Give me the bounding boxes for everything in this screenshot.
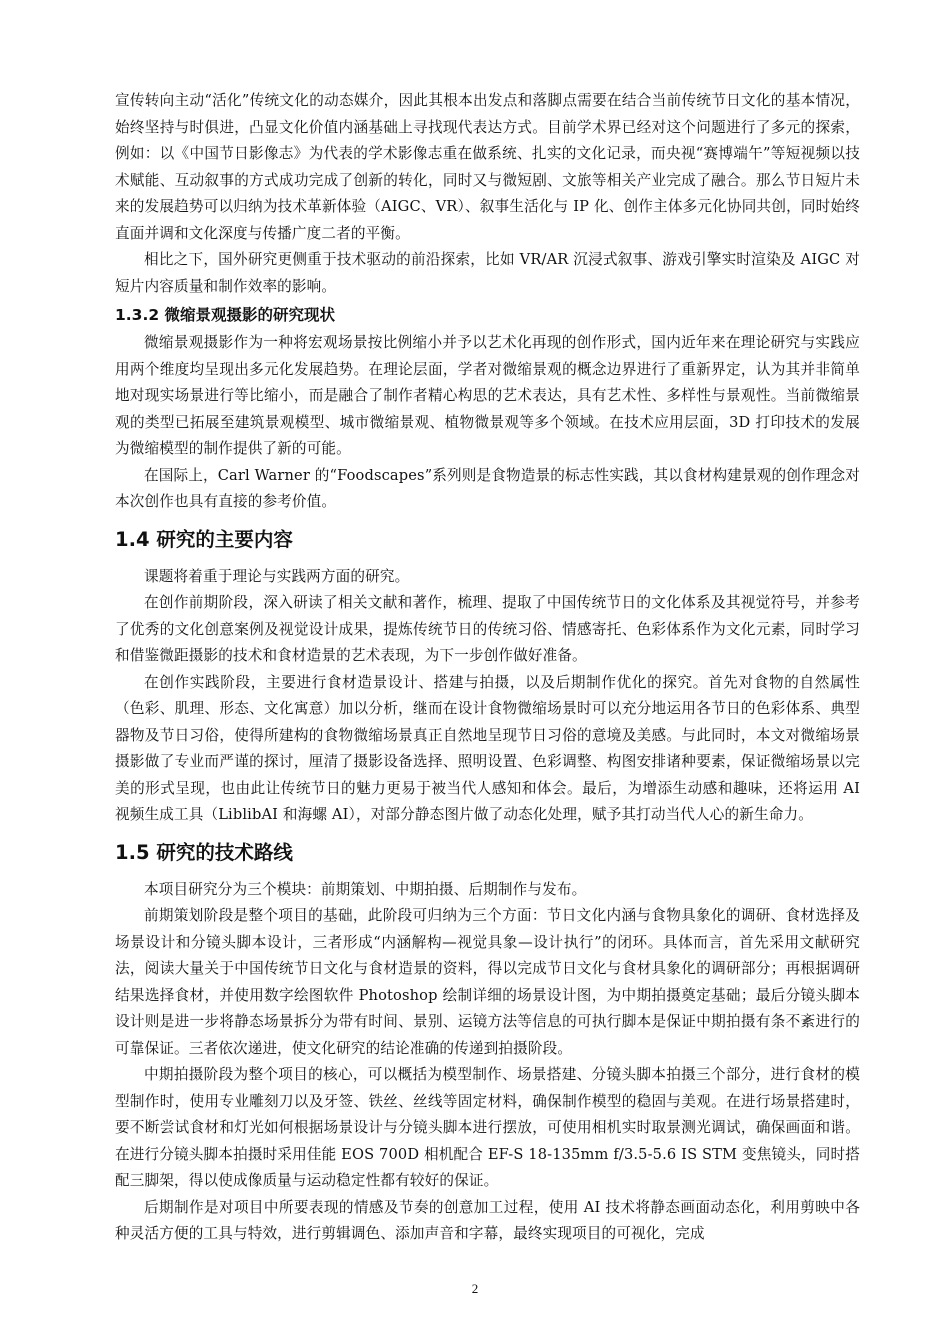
- paragraph: 课题将着重于理论与实践两方面的研究。: [144, 567, 410, 585]
- paragraph: 中期拍摄阶段为整个项目的核心，可以概括为模型制作、场景搭建、分镜头脚本拍摄三个部分，进行食材的模型制作时，使用专业雕刻刀以及牙签、铁丝、丝线等固定材料，确保制作模型的稳固与美观。在进行场景搭建时，要不断尝试食材和灯光如何根据场景设计与分镜头脚本进行摆放，可使用相机实时取景测光调试，确保画面和谐。在进行分镜头脚本拍摄时采用佳能 EOS 700D 相机配合 EF-S 18-135mm f/3.5-5.6 IS STM 变焦镜头，同时搭配三脚架，得以使成像质量与运动稳定性都有较好的保证。: [115, 1066, 860, 1189]
- paragraph: 相比之下，国外研究更侧重于技术驱动的前沿探索，比如 VR/AR 沉浸式叙事、游戏引擎实时渲染及 AIGC 对短片内容质量和制作效率的影响。: [115, 251, 860, 295]
- paragraph: 微缩景观摄影作为一种将宏观场景按比例缩小并予以艺术化再现的创作形式，国内近年来在理论研究与实践应用两个维度均呈现出多元化发展趋势。在理论层面，学者对微缩景观的概念边界进行了重新界定，认为其并非简单地对现实场景进行等比缩小，而是融合了制作者精心构思的艺术表达，具有艺术性、多样性与景观性。当前微缩景观的类型已拓展至建筑景观模型、城市微缩景观、植物微景观等多个领域。在技术应用层面，3D 打印技术的发展为微缩模型的制作提供了新的可能。: [115, 334, 860, 457]
- section-heading: 1.5 研究的技术路线: [115, 840, 293, 864]
- paragraph: 在创作前期阶段，深入研读了相关文献和著作，梳理、提取了中国传统节日的文化体系及其视觉符号，并参考了优秀的文化创意案例及视觉设计成果，提炼传统节日的传统习俗、情感寄托、色彩体系作为文化元素，同时学习和借鉴微距摄影的技术和食材造景的艺术表现，为下一步创作做好准备。: [115, 594, 860, 664]
- section-heading: 1.4 研究的主要内容: [115, 527, 293, 551]
- paragraph: 前期策划阶段是整个项目的基础，此阶段可归纳为三个方面：节日文化内涵与食物具象化的调研、食材选择及场景设计和分镜头脚本设计，三者形成“内涵解构—视觉具象—设计执行”的闭环。具体而言，首先采用文献研究法，阅读大量关于中国传统节日文化与食材造景的资料，得以完成节日文化与食材具象化的调研部分；再根据调研结果选择食材，并使用数字绘图软件 Photoshop 绘制详细的场景设计图，为中期拍摄奠定基础；最后分镜头脚本设计则是进一步将静态场景拆分为带有时间、景别、运镜方法等信息的可执行脚本是保证中期拍摄有条不紊进行的可靠保证。三者依次递进，使文化研究的结论准确的传递到拍摄阶段。: [115, 907, 860, 1057]
- paragraph: 本项目研究分为三个模块：前期策划、中期拍摄、后期制作与发布。: [144, 880, 587, 898]
- paragraph: 后期制作是对项目中所要表现的情感及节奏的创意加工过程，使用 AI 技术将静态画面动态化，利用剪映中各种灵活方便的工具与特效，进行剪辑调色、添加声音和字幕，最终实现项目的可视化，完成: [115, 1198, 860, 1242]
- paragraph: 宣传转向主动“活化”传统文化的动态媒介，因此其根本出发点和落脚点需要在结合当前传统节日文化的基本情况，始终坚持与时俱进，凸显文化价值内涵基础上寻找现代表达方式。目前学术界已经对这个问题进行了多元的探索，例如：以《中国节日影像志》为代表的学术影像志重在做系统、扎实的文化记录，而央视“赛博端午”等短视频以技术赋能、互动叙事的方式成功完成了创新的转化，同时又与微短剧、文旅等相关产业完成了融合。那么节日短片未来的发展趋势可以归纳为技术革新体验（AIGC、VR）、叙事生活化与 IP 化、创作主体多元化协同共创，同时始终直面并调和文化深度与传播广度二者的平衡。: [115, 92, 860, 242]
- section-heading: 1.3.2 微缩景观摄影的研究现状: [115, 306, 336, 324]
- paragraph: 在国际上，Carl Warner 的“Foodscapes”系列则是食物造景的标志性实践，其以食材构建景观的创作理念对本次创作也具有直接的参考价值。: [115, 466, 860, 510]
- page-number: 2: [471, 1281, 479, 1296]
- page-body: [115, 88, 860, 1248]
- paragraph: 在创作实践阶段，主要进行食材造景设计、搭建与拍摄，以及后期制作优化的探究。首先对食物的自然属性（色彩、肌理、形态、文化寓意）加以分析，继而在设计食物微缩场景时可以充分地运用各节日的色彩体系、典型器物及节日习俗，使得所建构的食物微缩场景真正自然地呈现节日习俗的意境及美感。与此同时，本文对微缩场景摄影做了专业而严谨的探讨，厘清了摄影设备选择、照明设置、色彩调整、构图安排诸种要素，保证微缩场景以完美的形式呈现，也由此让传统节日的魅力更易于被当代人感知和体会。最后，为增添生动感和趣味，还将运用 AI 视频生成工具（LiblibAI 和海螺 AI），对部分静态图片做了动态化处理，赋予其打动当代人心的新生命力。: [115, 673, 860, 823]
